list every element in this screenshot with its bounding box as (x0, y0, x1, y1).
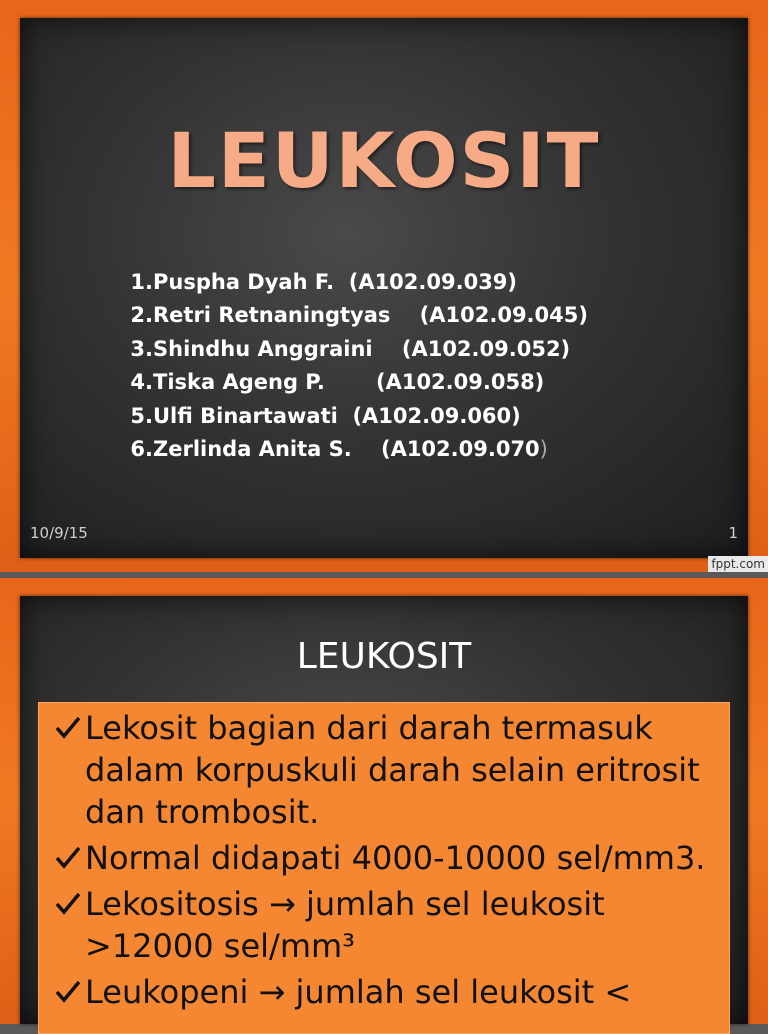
slide-1-title: LEUKOSIT (167, 116, 601, 205)
fppt-watermark: fppt.com (708, 556, 768, 572)
member-item: 2. Retri Retnaningtyas (A102.09.045) (130, 303, 588, 328)
bullet-item: Lekosit bagian dari darah termasuk dalam korpuskuli darah selain eritrosit dan trombosit. (51, 707, 723, 833)
checkmark-icon (51, 841, 85, 875)
bullet-item: Leukopeni → jumlah sel leukosit < (51, 971, 723, 1013)
content-box (38, 702, 730, 1034)
member-list (126, 266, 588, 466)
bullet-list (51, 707, 723, 1017)
member-item: 3. Shindhu Anggraini (A102.09.052) (130, 336, 571, 361)
bullet-item: Normal didapati 4000-10000 sel/mm3. (51, 837, 723, 879)
member-item: 6. Zerlinda Anita S. (A102.09.070 ) (130, 437, 548, 462)
member-item: 1. Puspha Dyah F. (A102.09.039) (130, 270, 518, 294)
bullet-item: Lekositosis → jumlah sel leukosit >12000 sel/mm³ (51, 883, 723, 967)
checkmark-icon (51, 975, 85, 1009)
slide-2-title: LEUKOSIT (296, 636, 472, 677)
slide-date: 10/9/15 (30, 524, 88, 542)
checkmark-icon (51, 711, 85, 745)
slide-2 (0, 578, 768, 1024)
chalkboard-2 (20, 596, 748, 1024)
chalkboard-1 (20, 18, 748, 558)
checkmark-icon (51, 887, 85, 921)
member-item: 5. Ulfi Binartawati (A102.09.060) (130, 403, 521, 428)
slide-page-number: 1 (728, 524, 738, 542)
member-item: 4. Tiska Ageng P. (A102.09.058) (130, 370, 545, 395)
